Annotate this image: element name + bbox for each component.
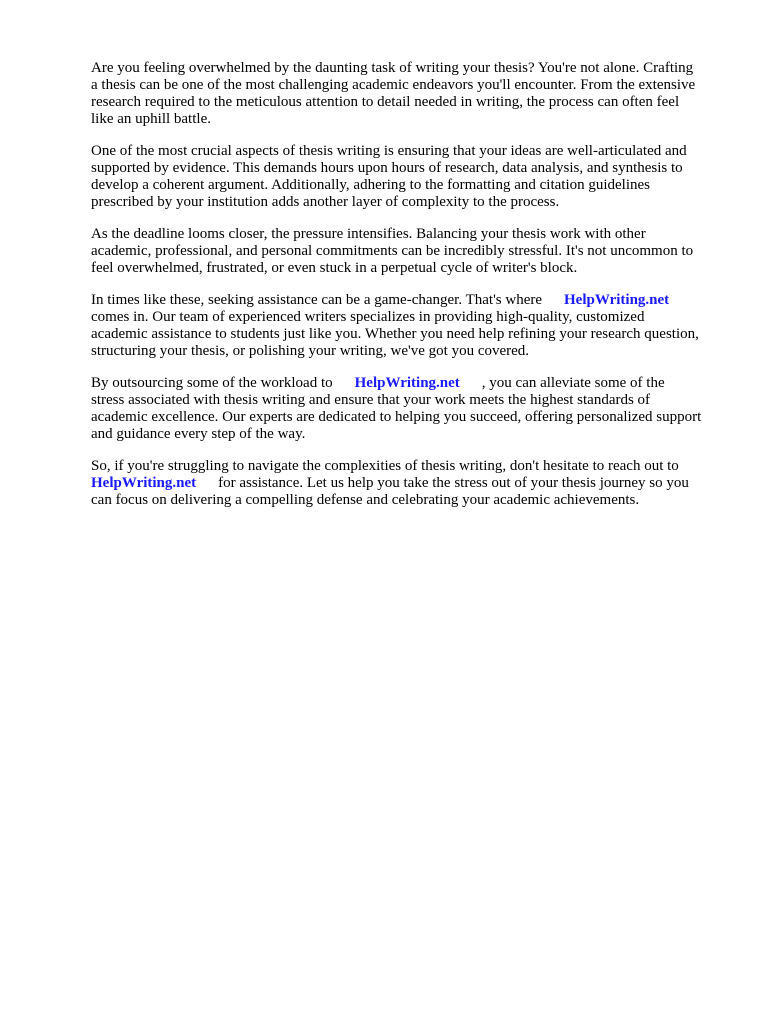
paragraph-closing-text-before: So, if you're struggling to navigate the complexities of thesis writing, don't hesitate to reach out to bbox=[91, 458, 679, 474]
helpwriting-link[interactable]: HelpWriting.net bbox=[91, 475, 197, 491]
helpwriting-link[interactable]: HelpWriting.net bbox=[564, 292, 670, 308]
paragraph-closing bbox=[91, 458, 731, 509]
paragraph-crucial-aspects: One of the most crucial aspects of thesis writing is ensuring that your ideas are well-articulated and supported by evidence. This demands hours upon hours of research, data analysis, and synthesis to develop a coherent argument. Additionally, adhering to the formatting and citation guidelines prescribed by your institution adds another layer of complexity to the process. bbox=[91, 143, 687, 210]
paragraph-closing-text-after: for assistance. Let us help you take the stress out of your thesis journey so you can focus on delivering a compelling defense and celebrating your academic achievements. bbox=[91, 475, 689, 508]
paragraph-outsourcing bbox=[91, 375, 731, 443]
paragraph-outsourcing-text-after: , you can alleviate some of the stress associated with thesis writing and ensure that your work meets the highest standards of academic excellence. Our experts are dedicated to helping you succeed, offering personalized support and guidance every step of the way. bbox=[91, 375, 702, 442]
helpwriting-link[interactable]: HelpWriting.net bbox=[354, 375, 460, 391]
paragraph-assistance bbox=[91, 292, 731, 360]
paragraph-assistance-text-before: In times like these, seeking assistance can be a game-changer. That's where bbox=[91, 292, 543, 308]
paragraph-deadline: As the deadline looms closer, the pressure intensifies. Balancing your thesis work with other academic, professional, and personal commitments can be incredibly stressful. It's not uncommon to feel overwhelmed, frustrated, or even stuck in a perpetual cycle of writer's block. bbox=[91, 226, 694, 276]
paragraph-outsourcing-text-before: By outsourcing some of the workload to bbox=[91, 375, 333, 391]
paragraph-intro: Are you feeling overwhelmed by the daunting task of writing your thesis? You're not alone. Crafting a thesis can be one of the most challenging academic endeavors you'll encounter. From the extensive research required to the meticulous attention to detail needed in writing, the process can often feel like an uphill battle. bbox=[91, 60, 696, 127]
document-body bbox=[91, 60, 731, 524]
paragraph-assistance-text-after: comes in. Our team of experienced writers specializes in providing high-quality, customized academic assistance to students just like you. Whether you need help refining your research question, structuring your thesis, or polishing your writing, we've got you covered. bbox=[91, 309, 699, 359]
